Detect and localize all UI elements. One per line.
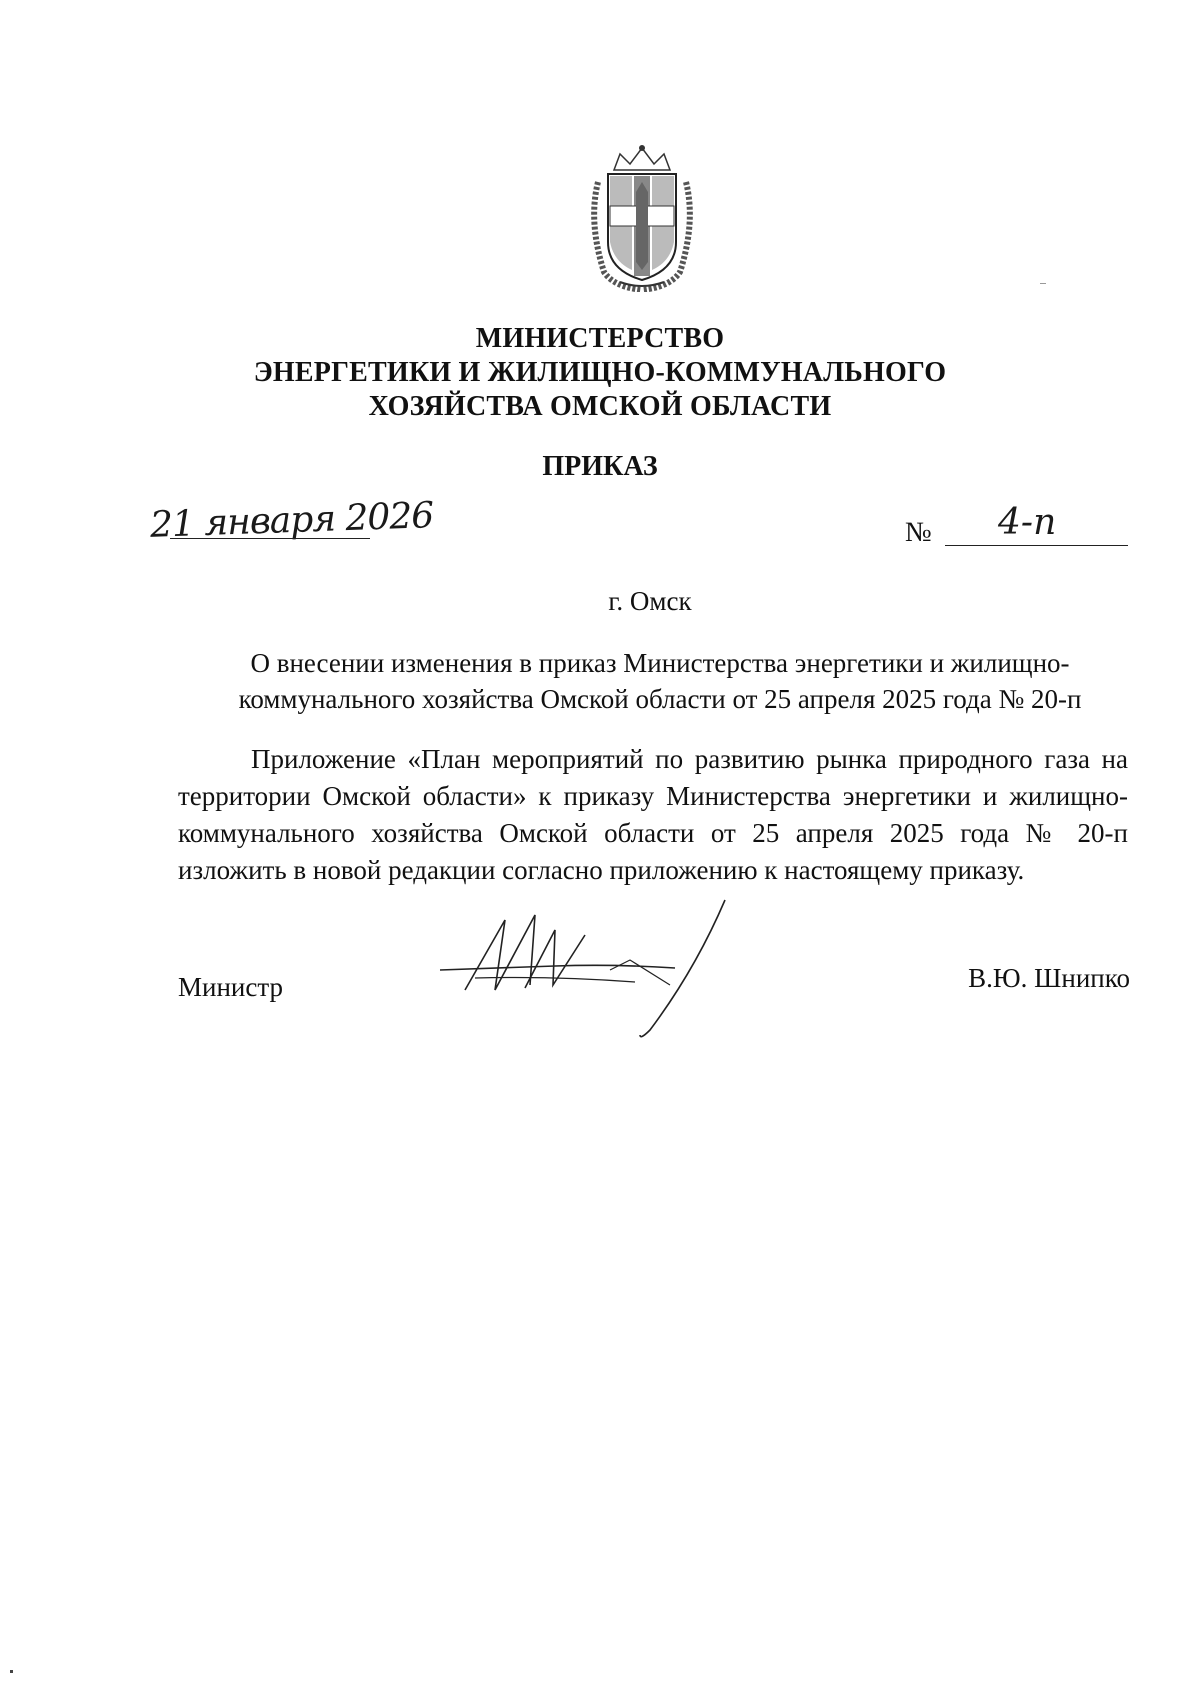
ministry-name-line-3: ХОЗЯЙСТВА ОМСКОЙ ОБЛАСТИ <box>368 391 832 422</box>
order-number-handwritten: 4-п <box>998 502 1057 543</box>
order-subject: О внесении изменения в приказ Министерства энергетики и жилищно-коммунального хозяйства Омской области от 25 апреля 2025 года № 20-п <box>238 648 1082 714</box>
city-label: г. Омск <box>608 586 692 616</box>
ministry-name-line-1: МИНИСТЕРСТВО <box>475 323 725 354</box>
signer-role: Министр <box>178 972 283 1002</box>
scan-dot <box>10 1670 13 1673</box>
signature-icon <box>435 890 785 1040</box>
date-underline <box>170 538 370 539</box>
order-body-paragraph: Приложение «План мероприятий по развитию рынка природного газа на территории Омской области» к приказу Министерства энергетики и жилищно-коммунального хозяйства Омской области от 25 апреля 2025 года № 20-п изложить в новой редакции согласно приложению к настоящему приказу. <box>178 744 1128 885</box>
signer-name: В.Ю. Шнипко <box>968 963 1130 993</box>
number-underline <box>945 545 1128 546</box>
order-number-sign: № <box>905 517 932 548</box>
document-type-title: ПРИКАЗ <box>542 451 658 482</box>
ministry-name-line-2: ЭНЕРГЕТИКИ И ЖИЛИЩНО-КОММУНАЛЬНОГО <box>253 357 947 388</box>
order-date-handwritten: 21 января 2026 <box>149 495 434 546</box>
scan-mark <box>1040 283 1046 284</box>
coat-of-arms-icon <box>584 142 700 292</box>
